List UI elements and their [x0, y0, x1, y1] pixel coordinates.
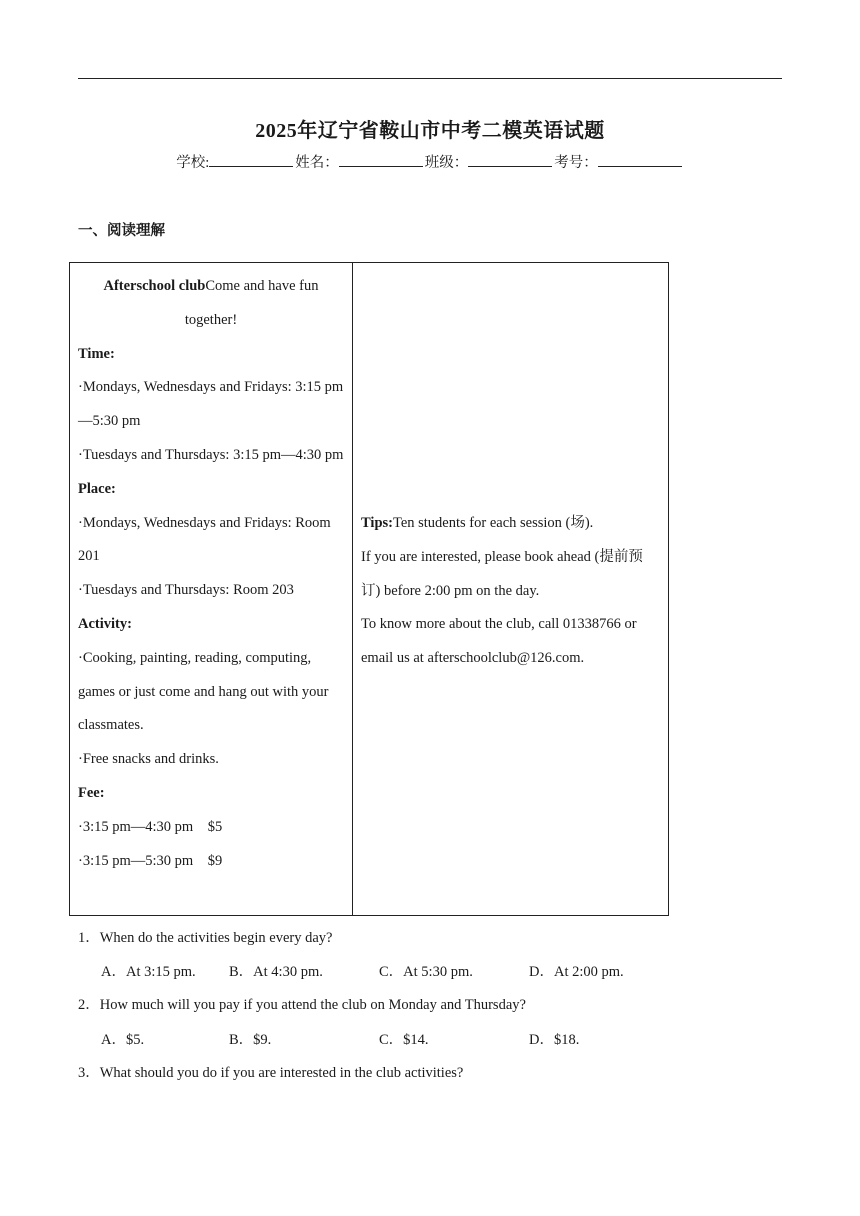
exam-title: 2025年辽宁省鞍山市中考二模英语试题 — [255, 120, 605, 142]
notice-heading-bold: Afterschool club — [103, 278, 206, 294]
place-item: ·Mondays, Wednesdays and Fridays: Room 201 — [78, 514, 331, 565]
class-label: 班级： — [424, 155, 469, 171]
option-a[interactable]: A．$5. — [101, 1032, 145, 1048]
tips-item — [361, 507, 660, 541]
notice-heading-rest: Come and have fun together! — [184, 278, 319, 328]
question-1: 1．When do the activities begin every day? — [78, 930, 333, 946]
header-rule — [78, 78, 782, 79]
question-3: 3．What should you do if you are interested in the club activities? — [78, 1065, 464, 1081]
school-label: 学校: — [176, 155, 210, 171]
number-blank[interactable] — [598, 152, 682, 167]
option-c[interactable]: C．$14. — [379, 1032, 429, 1048]
time-label: Time: — [78, 345, 115, 362]
tips-item: If you are interested, please book ahead (提前预订) before 2:00 pm on the day. — [361, 548, 643, 599]
student-info-line — [0, 151, 860, 172]
fee-label: Fee: — [78, 784, 105, 801]
activity-item: ·Cooking, painting, reading, computing, games or just come and hang out with your classmates. — [78, 649, 329, 734]
tips-label: Tips: — [361, 515, 393, 531]
tips-item: To know more about the club, call 01338766 or email us at afterschoolclub@126.com. — [361, 616, 637, 667]
option-a[interactable]: A．At 3:15 pm. — [101, 964, 196, 980]
fee-item: ·3:15 pm—5:30 pm $9 — [78, 852, 223, 869]
club-notice-table — [69, 262, 669, 916]
notice-left-cell — [70, 263, 353, 916]
notice-right-cell — [353, 263, 669, 916]
fee-item: ·3:15 pm—4:30 pm $5 — [78, 818, 223, 835]
time-item: ·Tuesdays and Thursdays: 3:15 pm—4:30 pm — [78, 446, 344, 463]
place-label: Place: — [78, 480, 116, 497]
place-item: ·Tuesdays and Thursdays: Room 203 — [78, 582, 294, 599]
tips-text: Ten students for each session (场). — [392, 515, 594, 531]
school-blank[interactable] — [209, 152, 293, 167]
notice-heading — [78, 270, 344, 338]
name-blank[interactable] — [339, 152, 423, 167]
class-blank[interactable] — [468, 152, 552, 167]
activity-label: Activity: — [78, 615, 132, 632]
activity-item: ·Free snacks and drinks. — [78, 751, 219, 768]
question-2: 2．How much will you pay if you attend the club on Monday and Thursday? — [78, 997, 526, 1013]
option-b[interactable]: B．At 4:30 pm. — [229, 964, 323, 980]
option-d[interactable]: D．$18. — [529, 1032, 580, 1048]
option-d[interactable]: D．At 2:00 pm. — [529, 964, 624, 980]
option-b[interactable]: B．$9. — [229, 1032, 272, 1048]
option-c[interactable]: C．At 5:30 pm. — [379, 964, 473, 980]
number-label: 考号： — [554, 155, 598, 171]
time-item: ·Mondays, Wednesdays and Fridays: 3:15 pm—5:30 pm — [78, 379, 344, 430]
section-title: 一、阅读理解 — [78, 223, 165, 239]
name-label: 姓名： — [295, 155, 339, 171]
